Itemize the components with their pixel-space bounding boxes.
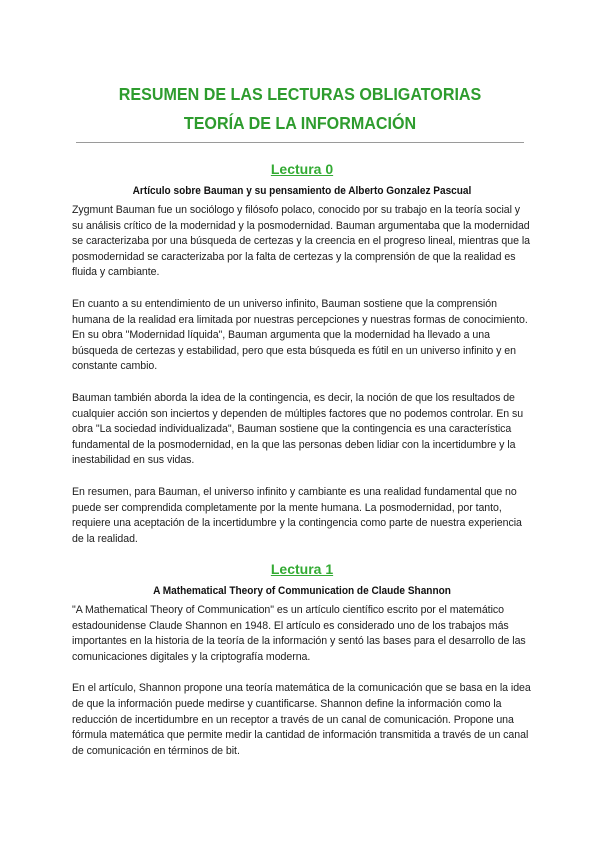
document-title xyxy=(24,80,576,138)
section-subtitle: Artículo sobre Bauman y su pensamiento de Alberto Gonzalez Pascual xyxy=(132,185,472,197)
section-heading: Lectura 0 xyxy=(270,161,334,177)
paragraph: Bauman también aborda la idea de la contingencia, es decir, la noción de que los resultados de cualquier acción son inciertos y dependen de múltiples factores que no podemos controlar. En su obra "La sociedad individualizada", Bauman sostiene que la contingencia es una característica fundamental de la posmodernidad, en la que las personas deben lidiar con la incertidumbre y la inestabilidad en sus vidas. xyxy=(72,391,524,467)
title-line-2: TEORÍA DE LA INFORMACIÓN xyxy=(183,113,417,133)
paragraph: Zygmunt Bauman fue un sociólogo y filósofo polaco, conocido por su trabajo en la teoría social y su análisis crítico de la modernidad y la posmodernidad. Bauman argumentaba que la modernidad se caracterizaba por una búsqueda de certezas y la creencia en el progreso lineal, mientras que la posmodernidad se caracterizaba por la falta de certezas y la comprensión de que la realidad es fluida y cambiante. xyxy=(72,204,530,279)
section-subtitle: A Mathematical Theory of Communication de Claude Shannon xyxy=(153,585,451,597)
title-divider xyxy=(76,142,524,143)
paragraph: En cuanto a su entendimiento de un universo infinito, Bauman sostiene que la comprensión humana de la realidad era limitada por nuestras percepciones y nuestras formas de conocimiento. En su obra "Modernidad líquida", Bauman argumenta que la modernidad ha llevado a una búsqueda de certezas y estabilidad, pero que esta búsqueda es fútil en un universo infinito y en constante cambio. xyxy=(72,297,528,373)
section-lectura-0 xyxy=(72,160,532,563)
paragraph: En resumen, para Bauman, el universo infinito y cambiante es una realidad fundamental que no puede ser comprendida completamente por la mente humana. La posmodernidad, por tanto, requiere una aceptación de la incertidumbre y la contingencia como parte de nuestra experiencia de la realidad. xyxy=(72,485,522,545)
section-lectura-1 xyxy=(72,560,532,775)
paragraph: En el artículo, Shannon propone una teoría matemática de la comunicación que se basa en la idea de que la información puede medirse y cuantificarse. Shannon define la información como la reducción de incertidumbre en un receptor a través de un canal de comunicación. Propone una fórmula matemática que permite medir la cantidad de información transmitida a través de un canal de comunicación en términos de bit. xyxy=(72,682,531,757)
section-heading: Lectura 1 xyxy=(270,561,334,577)
title-line-1: RESUMEN DE LAS LECTURAS OBLIGATORIAS xyxy=(118,84,482,104)
paragraph: "A Mathematical Theory of Communication" es un artículo científico escrito por el matemático estadounidense Claude Shannon en 1948. El artículo es considerado uno de los trabajos más importantes en la historia de la teoría de la información y sentó las bases para el desarrollo de las comunicaciones digitales y la criptografía moderna. xyxy=(72,604,526,663)
